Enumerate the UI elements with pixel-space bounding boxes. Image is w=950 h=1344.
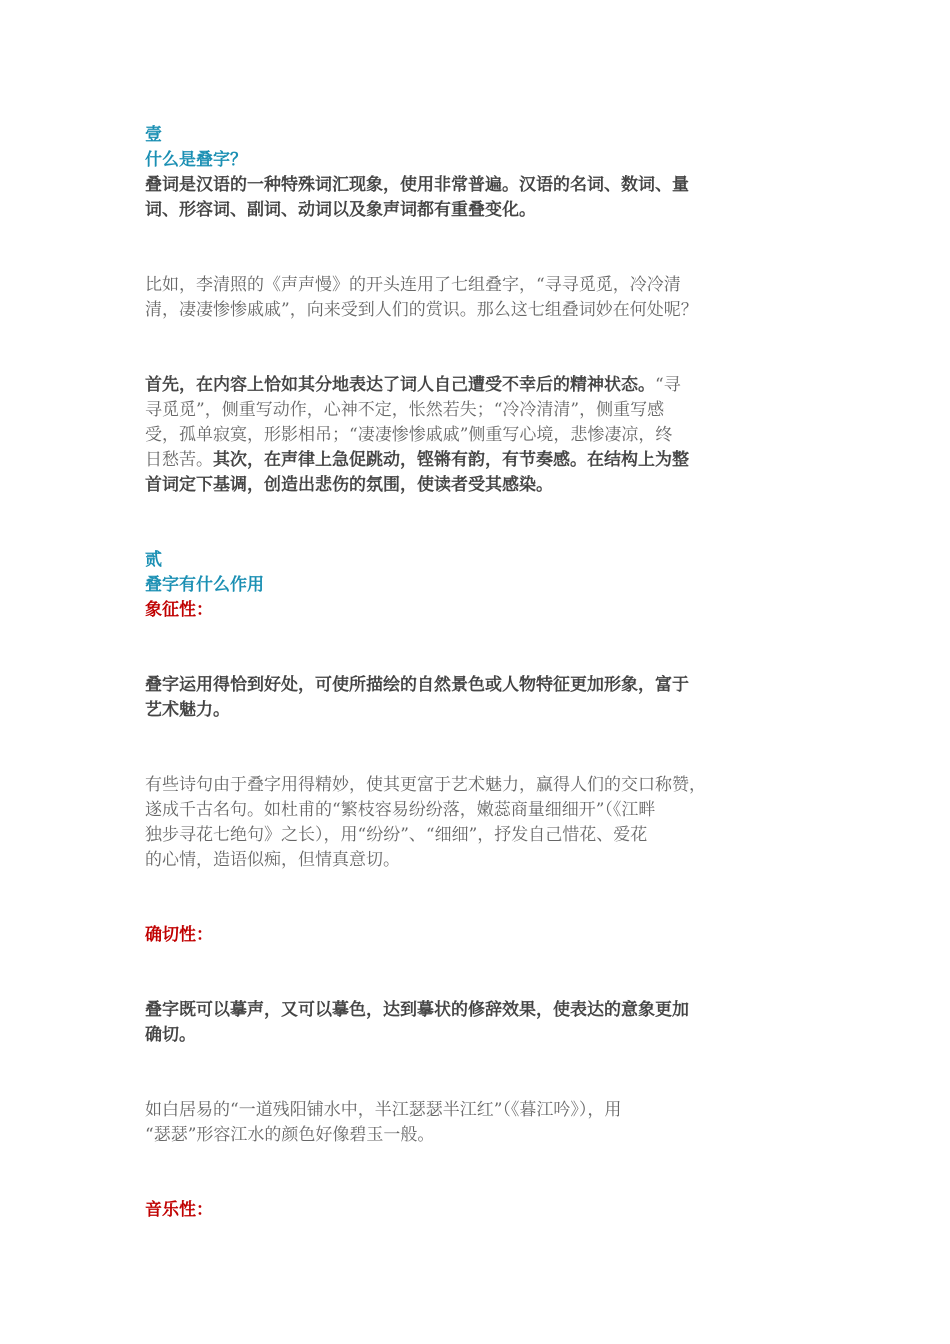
precise-example-line: “瑟瑟”形容江水的颜色好像碧玉一般。 [145,1125,435,1145]
precise-example-line: 如白居易的“一道残阳铺水中，半江瑟瑟半江红”（《暮江吟》），用 [145,1100,622,1120]
symbolic-summary-line: 艺术魅力。 [145,700,230,720]
symbolic-summary-line: 叠字运用得恰到好处，可使所描绘的自然景色或人物特征更加形象，富于 [145,675,689,695]
analysis-line: 首先，在内容上恰如其分地表达了词人自己遭受不幸后的精神状态。“寻 [145,375,681,395]
precise-summary-line: 叠字既可以摹声，又可以摹色，达到摹状的修辞效果，使表达的意象更加 [145,1000,689,1020]
precise-label: 确切性： [145,925,213,945]
example-line: 比如，李清照的《声声慢》的开头连用了七组叠字，“寻寻觅觅，冷冷清 [145,275,681,295]
symbolic-example-line: 遂成千古名句。如杜甫的“繁枝容易纷纷落，嫩蕊商量细细开”（《江畔 [145,800,656,820]
musical-label: 音乐性： [145,1200,213,1220]
analysis-line: 日愁苦。其次，在声律上急促跳动，铿锵有韵，有节奏感。在结构上为整 [145,450,689,470]
symbolic-example-line: 的心情，造语似痴，但情真意切。 [145,850,400,870]
section-number-1: 壹 [145,125,162,145]
precise-summary-line: 确切。 [145,1025,196,1045]
symbolic-example-line: 独步寻花七绝句》之长），用“纷纷”、“细细”，抒发自己惜花、爱花 [145,825,648,845]
document-body [145,123,807,1223]
section-title-2: 叠字有什么作用 [145,575,264,595]
section-title-1: 什么是叠字？ [145,150,247,170]
section-number-2: 贰 [145,550,162,570]
symbolic-example-line: 有些诗句由于叠字用得精妙，使其更富于艺术魅力，赢得人们的交口称赞， [145,775,706,795]
symbolic-label: 象征性： [145,600,213,620]
example-line: 清，凄凄惨惨戚戚”，向来受到人们的赏识。那么这七组叠词妙在何处呢？ [145,300,698,320]
intro-line: 词、形容词、副词、动词以及象声词都有重叠变化。 [145,200,536,220]
analysis-line: 寻觅觅”，侧重写动作，心神不定，怅然若失；“冷冷清清”，侧重写感 [145,400,665,420]
intro-line: 叠词是汉语的一种特殊词汇现象，使用非常普遍。汉语的名词、数词、量 [145,175,689,195]
analysis-line: 首词定下基调，创造出悲伤的氛围，使读者受其感染。 [145,475,553,495]
analysis-line: 受，孤单寂寞，形影相吊；“凄凄惨惨戚戚”侧重写心境，悲惨凄凉，终 [145,425,673,445]
